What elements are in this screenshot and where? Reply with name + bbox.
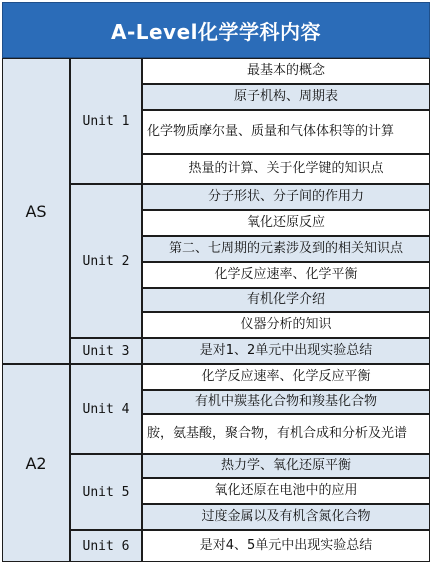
level-a2: A2 [2, 364, 70, 562]
content-item: 化学物质摩尔量、质量和气体体积等的计算 [142, 110, 430, 154]
content-item: 热力学、氧化还原平衡 [142, 454, 430, 478]
content-item: 分子形状、分子间的作用力 [142, 184, 430, 210]
level-as: AS [2, 58, 70, 364]
content-item: 氧化还原反应 [142, 210, 430, 236]
content-item: 化学反应速率、化学反应平衡 [142, 364, 430, 390]
content-item: 是对1、2单元中出现实验总结 [142, 338, 430, 364]
content-item: 有机化学介绍 [142, 288, 430, 312]
content-item: 化学反应速率、化学平衡 [142, 262, 430, 288]
content-item: 原子机构、周期表 [142, 84, 430, 110]
content-item: 第二、七周期的元素涉及到的相关知识点 [142, 236, 430, 262]
unit-2: Unit 2 [70, 184, 142, 338]
unit-5: Unit 5 [70, 454, 142, 530]
content-item: 是对4、5单元中出现实验总结 [142, 530, 430, 562]
unit-1: Unit 1 [70, 58, 142, 184]
content-item: 有机中羰基化合物和羧基化合物 [142, 390, 430, 414]
content-item: 氧化还原在电池中的应用 [142, 478, 430, 504]
content-item: 热量的计算、关于化学键的知识点 [142, 154, 430, 184]
unit-3: Unit 3 [70, 338, 142, 364]
content-item: 仪器分析的知识 [142, 312, 430, 338]
table-title: A-Level化学学科内容 [2, 2, 430, 58]
unit-4: Unit 4 [70, 364, 142, 454]
content-item: 最基本的概念 [142, 58, 430, 84]
content-item: 过度金属以及有机含氮化合物 [142, 504, 430, 530]
unit-6: Unit 6 [70, 530, 142, 562]
content-item: 胺，氨基酸，聚合物，有机合成和分析及光谱 [142, 414, 430, 454]
